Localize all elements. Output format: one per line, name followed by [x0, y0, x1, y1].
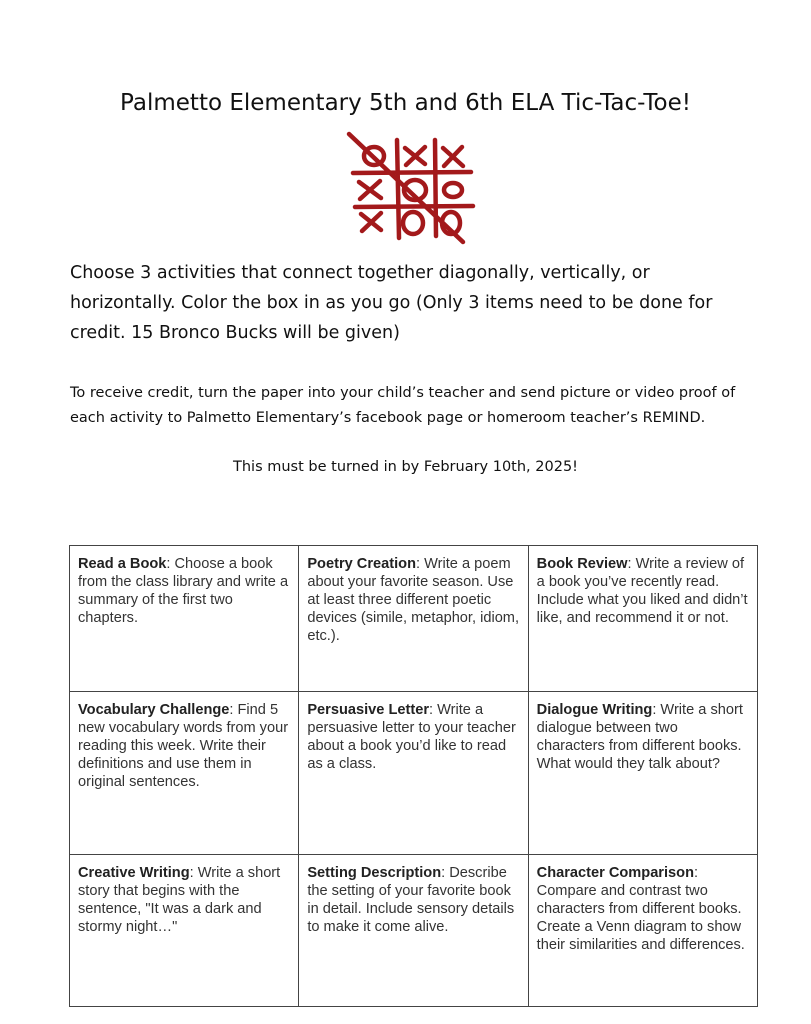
cell-text: : Compare and contrast two characters from different books. Create a Venn diagram to show their similarities and differences.: [536, 864, 745, 953]
cell-text: : Describe the setting of your favorite book in detail. Include sensory details to make it come alive.: [307, 864, 515, 935]
instructions-intro: Choose 3 activities that connect together diagonally, vertically, or horizontally. Color the box in as you go (Only 3 items need to be done for credit. 15 Bronco Bucks will be given): [70, 263, 713, 343]
cell-text: : Write a poem about your favorite season. Use at least three different poetic devices (simile, metaphor, idiom, etc.).: [307, 556, 520, 644]
instructions-credit: To receive credit, turn the paper into your child’s teacher and send picture or video proof of each activity to Palmetto Elementary’s facebook page or homeroom teacher’s REMIND.: [70, 385, 736, 426]
cell-title: Persuasive Letter: [307, 702, 430, 719]
tic-tac-toe-board: [69, 545, 758, 1007]
cell-title: Creative Writing: [78, 864, 190, 881]
cell-text: : Find 5 new vocabulary words from your reading this week. Write their definitions and use them in original sentences.: [78, 702, 289, 791]
cell-text: : Choose a book from the class library and write a summary of the first two chapters.: [78, 556, 289, 626]
cell-text: : Write a persuasive letter to your teacher about a book you’d like to read as a class.: [307, 702, 516, 773]
cell-title: Vocabulary Challenge: [78, 702, 230, 719]
board-row: [70, 854, 758, 1006]
cell-title: Character Comparison: [536, 864, 694, 881]
deadline-notice: This must be turned in by February 10th, 2025!: [233, 459, 578, 475]
cell-title: Setting Description: [307, 864, 442, 881]
cell-title: Read a Book: [78, 556, 167, 572]
board-cell-character-comparison[interactable]: [528, 854, 757, 1006]
board-row: [70, 546, 758, 692]
cell-text: : Write a short dialogue between two characters from different books. What would they talk about?: [536, 702, 743, 773]
cell-title: Dialogue Writing: [536, 702, 653, 719]
cell-title: Poetry Creation: [307, 556, 416, 572]
board-cell-poetry-creation[interactable]: [299, 546, 528, 692]
tic-tac-toe-icon: [345, 130, 480, 245]
board-cell-setting-description[interactable]: [299, 854, 528, 1006]
cell-title: Book Review: [536, 556, 628, 572]
board-cell-book-review[interactable]: [528, 546, 757, 692]
board-cell-vocabulary-challenge[interactable]: [70, 692, 299, 854]
board-row: [70, 692, 758, 854]
board-cell-creative-writing[interactable]: [70, 854, 299, 1006]
board-cell-persuasive-letter[interactable]: [299, 692, 528, 854]
cell-text: : Write a short story that begins with the sentence, "It was a dark and stormy night…": [78, 864, 281, 935]
board-cell-dialogue-writing[interactable]: [528, 692, 757, 854]
cell-text: : Write a review of a book you’ve recently read. Include what you liked and didn’t like, and recommend it or not.: [536, 556, 748, 626]
board-cell-read-a-book[interactable]: [70, 546, 299, 692]
page-title: Palmetto Elementary 5th and 6th ELA Tic-Tac-Toe!: [120, 90, 691, 116]
